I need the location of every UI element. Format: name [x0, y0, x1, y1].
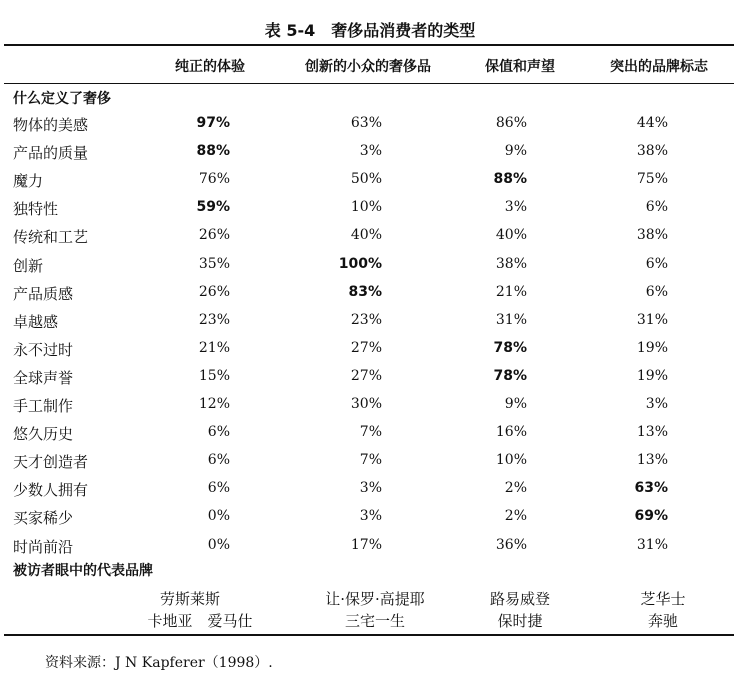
- value-cell: 6%: [207, 452, 230, 469]
- value-cell: 76%: [198, 171, 230, 188]
- brand-cell: 芝华士: [640, 590, 686, 608]
- value-cell: 78%: [493, 367, 527, 384]
- value-cell: 19%: [636, 339, 668, 356]
- bottom-rule: [4, 634, 734, 636]
- value-cell: 6%: [645, 283, 668, 300]
- value-cell: 6%: [207, 424, 230, 441]
- value-cell: 63%: [350, 115, 382, 131]
- row-label: 少数人拥有: [13, 481, 89, 500]
- column-header-brand-logo: 突出的品牌标志: [610, 59, 708, 75]
- row-label: 创新: [13, 256, 44, 275]
- value-cell: 88%: [196, 143, 230, 160]
- table-row: [0, 532, 740, 560]
- brand-cell: 路易威登: [489, 590, 550, 608]
- table-row: [0, 447, 740, 475]
- value-cell: 86%: [495, 115, 527, 131]
- table-row: [0, 166, 740, 194]
- value-cell: 10%: [495, 452, 527, 469]
- row-label: 永不过时: [13, 340, 74, 359]
- value-cell: 38%: [636, 227, 668, 244]
- table-title: 表 5-4 奢侈品消费者的类型: [264, 21, 476, 40]
- brand-cell: 劳斯莱斯: [159, 590, 220, 608]
- row-label: 独特性: [13, 200, 59, 219]
- value-cell: 26%: [198, 227, 230, 244]
- table-row: [0, 335, 740, 363]
- value-cell: 38%: [636, 143, 668, 160]
- value-cell: 21%: [198, 339, 230, 356]
- value-cell: 97%: [196, 115, 230, 131]
- value-cell: 31%: [636, 536, 668, 553]
- table-row: [0, 222, 740, 250]
- value-cell: 17%: [350, 536, 382, 553]
- value-cell: 23%: [198, 311, 230, 328]
- value-cell: 50%: [350, 171, 382, 188]
- value-cell: 3%: [359, 508, 382, 525]
- value-cell: 2%: [504, 508, 527, 525]
- value-cell: 0%: [207, 508, 230, 525]
- value-cell: 35%: [198, 255, 230, 272]
- value-cell: 10%: [350, 199, 382, 216]
- value-cell: 13%: [636, 452, 668, 469]
- value-cell: 40%: [350, 227, 382, 244]
- value-cell: 69%: [634, 508, 668, 525]
- value-cell: 75%: [636, 171, 668, 188]
- brand-cell: 奔驰: [647, 612, 678, 630]
- value-cell: 6%: [645, 199, 668, 216]
- row-label: 时尚前沿: [13, 537, 74, 556]
- brand-cell: 保时捷: [497, 612, 543, 630]
- value-cell: 6%: [645, 255, 668, 272]
- column-header-authentic-experience: 纯正的体验: [175, 59, 245, 75]
- value-cell: 38%: [495, 255, 527, 272]
- value-cell: 15%: [198, 367, 230, 384]
- source-note: 资料来源：J N Kapferer（1998）.: [45, 655, 273, 671]
- value-cell: 44%: [636, 115, 668, 131]
- value-cell: 78%: [493, 339, 527, 356]
- row-label: 买家稀少: [13, 509, 74, 528]
- value-cell: 2%: [504, 480, 527, 497]
- value-cell: 27%: [350, 367, 382, 384]
- table-row: [0, 194, 740, 222]
- row-label: 全球声誉: [13, 368, 74, 387]
- row-label: 魔力: [13, 172, 44, 191]
- value-cell: 40%: [495, 227, 527, 244]
- table-row: [0, 138, 740, 166]
- value-cell: 16%: [495, 424, 527, 441]
- brand-cell: 让·保罗·高提耶: [325, 590, 425, 608]
- section-heading-luxury-definition: 什么定义了奢侈: [13, 91, 111, 107]
- column-header-niche-innovation: 创新的小众的奢侈品: [305, 59, 431, 75]
- value-cell: 6%: [207, 480, 230, 497]
- table-row: [0, 363, 740, 391]
- value-cell: 3%: [359, 143, 382, 160]
- value-cell: 3%: [359, 480, 382, 497]
- column-header-value-prestige: 保值和声望: [485, 59, 555, 75]
- row-label: 悠久历史: [13, 425, 74, 444]
- value-cell: 3%: [504, 199, 527, 216]
- brand-cell: 三宅一生: [344, 612, 405, 630]
- row-label: 物体的美感: [13, 116, 89, 134]
- table-row: [0, 307, 740, 335]
- table-row: [0, 475, 740, 503]
- value-cell: 31%: [495, 311, 527, 328]
- section-heading-representative-brands: 被访者眼中的代表品牌: [13, 563, 153, 579]
- row-label: 天才创造者: [13, 453, 89, 472]
- value-cell: 21%: [495, 283, 527, 300]
- row-label: 卓越感: [13, 312, 59, 331]
- value-cell: 3%: [645, 396, 668, 412]
- table-row: [0, 251, 740, 279]
- value-cell: 7%: [359, 424, 382, 441]
- value-cell: 7%: [359, 452, 382, 469]
- value-cell: 83%: [348, 283, 382, 300]
- value-cell: 88%: [493, 171, 527, 188]
- value-cell: 26%: [198, 283, 230, 300]
- table-row: [0, 503, 740, 531]
- table-row: [0, 419, 740, 447]
- top-rule: [4, 44, 734, 46]
- value-cell: 59%: [196, 199, 230, 216]
- value-cell: 9%: [504, 143, 527, 160]
- row-label: 手工制作: [13, 397, 74, 415]
- table-row: [0, 391, 740, 419]
- row-label: 传统和工艺: [13, 228, 89, 247]
- header-rule: [4, 83, 734, 84]
- value-cell: 12%: [198, 396, 230, 412]
- value-cell: 31%: [636, 311, 668, 328]
- value-cell: 13%: [636, 424, 668, 441]
- table-row: [0, 110, 740, 138]
- row-label: 产品的质量: [13, 144, 89, 163]
- value-cell: 36%: [495, 536, 527, 553]
- value-cell: 19%: [636, 367, 668, 384]
- value-cell: 30%: [350, 396, 382, 412]
- value-cell: 0%: [207, 536, 230, 553]
- row-label: 产品质感: [13, 284, 74, 303]
- value-cell: 23%: [350, 311, 382, 328]
- brand-cell: 卡地亚 爱马仕: [147, 612, 253, 630]
- value-cell: 27%: [350, 339, 382, 356]
- value-cell: 9%: [504, 396, 527, 412]
- value-cell: 100%: [338, 255, 382, 272]
- value-cell: 63%: [634, 480, 668, 497]
- table-row: [0, 279, 740, 307]
